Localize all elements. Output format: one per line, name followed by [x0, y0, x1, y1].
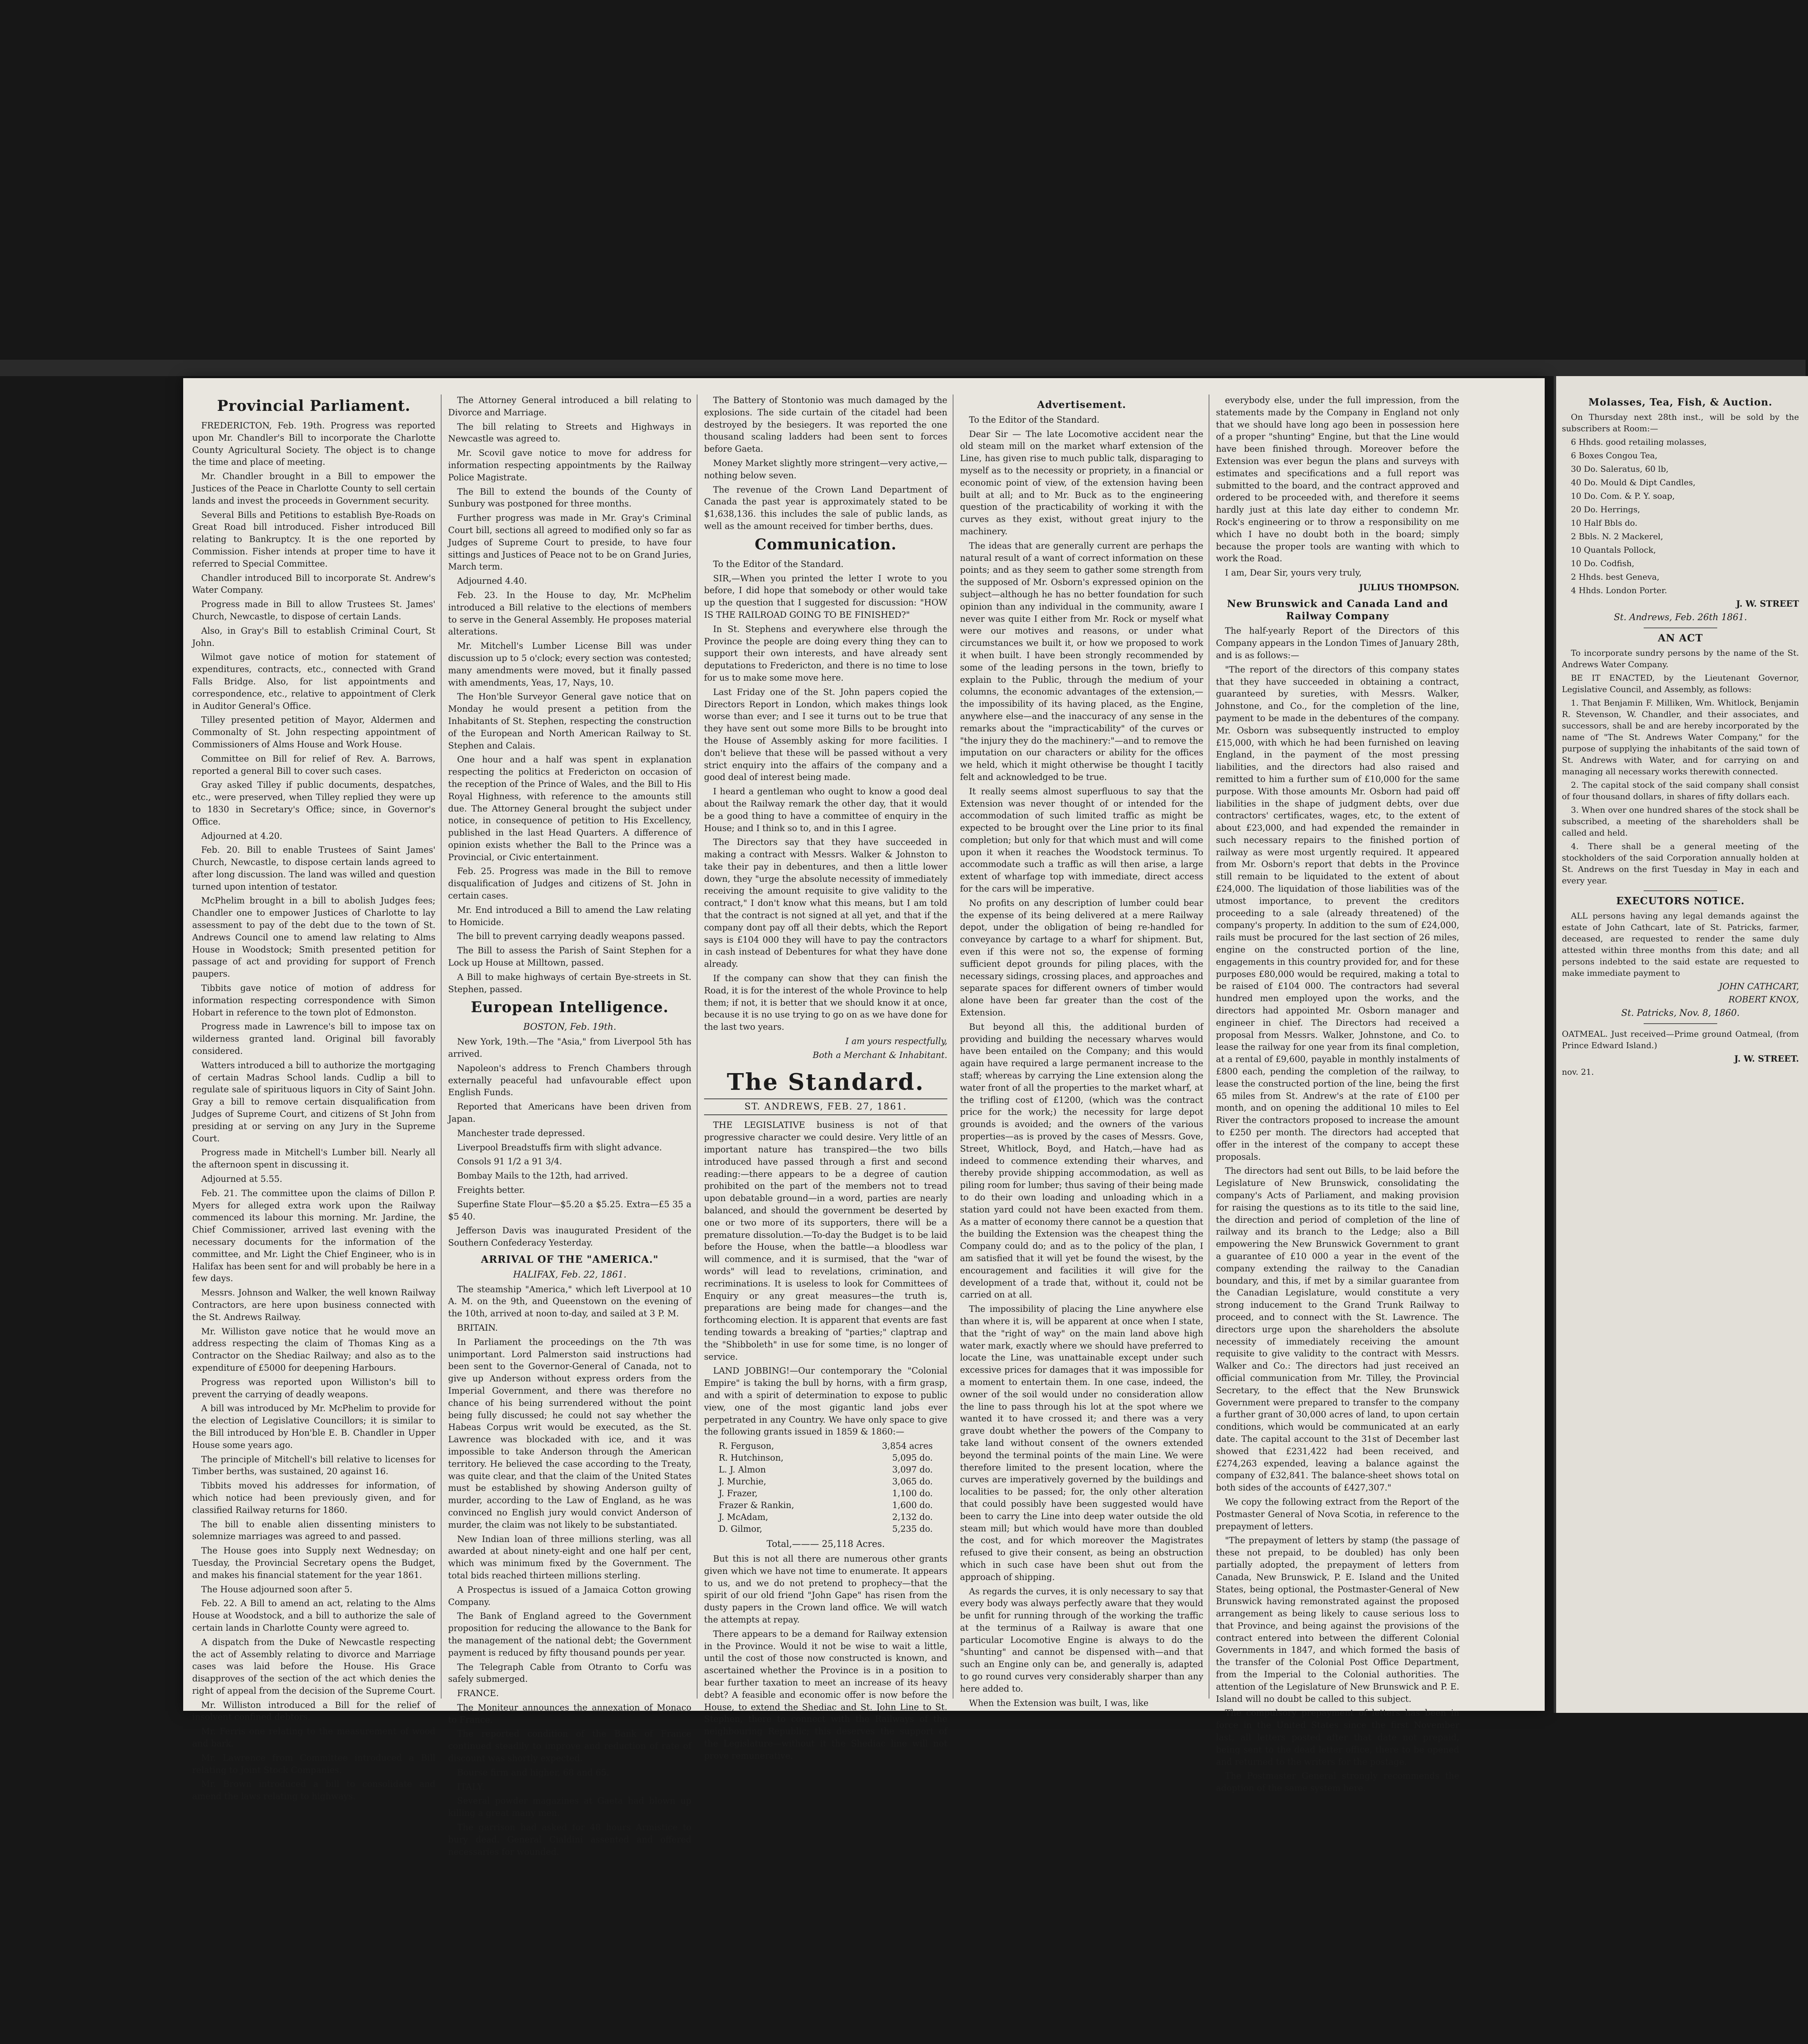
article-paragraph: The Moniteur announces the annexation of Monaco to France. [448, 1702, 691, 1725]
article-paragraph: The principle of Mitchell's bill relative to licenses for Timber berths, was sustained, 20 against 16. [192, 1454, 435, 1477]
dateline-boston: BOSTON, Feb. 19th. [523, 1022, 617, 1033]
letter-paragraph: But beyond all this, the additional burden of providing and building the necessary wharves would have been entailed on the Company; and this would again have required a large permanent increase to the staff; whereas by carrying the Line extension along the water front of all the properties to the market wharf, at the trifling cost of £1200, (which was the contract price for the work;) the necessity for large depot grounds is avoided; and the owners of the various properties—as is proved by the cases of Messrs. Gove, Street, Whitlock, Boyd, and Hatch,—have had as indeed to commence extending their wharves, and thereby provide shipping accommodation, as well as piling room for lumber; thus saving of their being made to do their own loading and unloading which in a station yard could not have been exacted from them. As a matter of economy there cannot be a question that the building the Extension was the cheapest thing the Company could do; and as to the policy of the plan, I am satisfied that it will yet be found the wisest, by the encouragement and facilities it will give for the development of a trade that, without it, could not be carried on at all. [960, 1022, 1203, 1300]
grantee-name: J. McAdam, [718, 1512, 768, 1522]
article-paragraph: The House goes into Supply next Wednesday; on Tuesday, the Provincial Secretary opens the Budget, and makes his financial statement for the year 1861. [192, 1546, 435, 1580]
news-item: Manchester trade depressed. [457, 1128, 585, 1138]
column-1 [192, 394, 435, 1802]
letter-paragraph: To the Editor of the Standard. [969, 415, 1100, 425]
article-paragraph: ITALY. [457, 1782, 485, 1792]
article-paragraph: Mr. Williston gave notice that he would move an address respecting the claim of Thomas King as a Contractor on the Shediac Railway; and also as to the expenditure of £5000 for deepening Harbours. [192, 1326, 435, 1373]
act-body [1562, 647, 1799, 886]
article-paragraph: Chandler introduced Bill to incorporate St. Andrew's Water Company. [192, 573, 435, 595]
news-item: Consols 91 1/2 a 91 3/4. [457, 1156, 562, 1167]
article-paragraph: Further progress was made in Mr. Gray's Criminal Court bill, sections all agreed to modified only so far as Judges of Supreme Court to preside, to have four sittings and Justices of Peace not to be on Grand Juries, March term. [448, 513, 691, 572]
article-paragraph: The Bank of England agreed to the Government proposition for reducing the allowance to the Bank for the management of the national debt; the Government payment is reduced by fifty thousand pounds per year. [448, 1611, 691, 1658]
auction-item: 6 Hhds. good retailing molasses, [1571, 437, 1707, 447]
divider [1644, 890, 1717, 891]
article-paragraph: Feb. 20. Bill to enable Trustees of Saint James' Church, Newcastle, to dispose certain lands agreed to after long discussion. The land was willed and question turned upon intention of testator. [192, 845, 435, 892]
article-paragraph: The Telegraph Cable from Otranto to Corfu was safely submerged. [448, 1662, 691, 1684]
editorial-paragraph: There appears to be a demand for Railway extension in the Province. Would it not be wise to wait a little, until the cost of those now constructed is known, and ascertained whether the Province is in a position to bear further taxation to meet an increase of its heavy debt? A feasible and economic offer is now before the House, to extend the Shediac and St. John Line to St. Stephen, there to connect with the Railways of the neighbouring Republic; this deserves the support of the Legislature—without it the Shediac line will not prove remunerative. [704, 1629, 947, 1761]
divider [1644, 1023, 1717, 1024]
article-paragraph: The revenue of the Crown Land Department of Canada the past year is approximately stated to be $1,638,136. this includes the sale of public lands, as well as the amount received for timber berths, dues. [704, 484, 947, 531]
railway-company-report-body [1216, 625, 1459, 1795]
article-paragraph: Mr. Ferris one relating to the measurement of wood and bark. [192, 1726, 435, 1749]
article-paragraph: Bourse firm and higher, 68 and 65. [457, 1767, 609, 1777]
grantee-name: Frazer & Rankin, [718, 1500, 794, 1511]
land-grants-table [719, 1440, 933, 1535]
article-paragraph: A Prospectus is issued of a Jamaica Cotton growing Company. [448, 1585, 691, 1607]
adjacent-page-edge [1554, 376, 1808, 1713]
editorial-paragraph: LAND JOBBING!—Our contemporary the "Colonial Empire" is taking the bull by horns, with a firm grasp, and with a spirit of determination to expose to public view, one of the most gigantic land jobs ever perpetrated in any Country. We have only space to give the following grants issued in 1859 & 1860:— [704, 1366, 947, 1437]
article-paragraph: Tibbits gave notice of motion of address for information respecting correspondence with Simon Hobart in reference to the town plot of Edmonston. [192, 983, 435, 1018]
news-item: Superfine State Flour—$5.20 a $5.25. Extra—£5 35 a $5 40. [448, 1199, 691, 1221]
letter-paragraph: As regards the curves, it is only necessary to say that every body was always perfectly aware that they would be unfit for running through of the working the traffic at the terminus of a Railway is aware that one particular Locomotive Engine is always to do the "shunting" and cannot be dispensed with—and that such an Engine only can be, and generally is, adapted to go round curves very considerably sharper than any here added to. [960, 1586, 1203, 1694]
land-grants-total: Total,——— 25,118 Acres. [766, 1539, 885, 1550]
article-paragraph: Mr. End introduced a Bill to amend the Law relating to Homicide. [448, 905, 691, 927]
article-paragraph: Wilmot gave notice of motion for statement of expenditures, contracts, etc., connected with Grand Falls Bridge. Also, for list appointments and correspondence, etc., relative to appointment of Clerk in Auditor General's Office. [192, 652, 435, 711]
auction-item: 2 Hhds. best Geneva, [1571, 572, 1660, 582]
column-rule [441, 394, 442, 1699]
letter-signature-thompson: JULIUS THOMPSON. [1359, 582, 1459, 592]
editorial-body-continued [704, 1553, 947, 1762]
letter-paragraph: Last Friday one of the St. John papers copied the Directors Report in London, which makes things look worse than ever; and I see it turns out to be true that they have sent out some more Bills to be brought into the House of Assembly asking for more facilities. I don't believe that these will be passed without a very strict enquiry into the affairs of the company and a good deal of interest being made. [704, 687, 947, 782]
article-paragraph: Tilley presented petition of Mayor, Aldermen and Commonalty of St. John respecting appointment of Commissioners of Alms House and Work House. [192, 715, 435, 749]
column-5 [1216, 394, 1459, 1793]
column-2 [448, 394, 691, 1857]
article-paragraph: FRANCE. [457, 1688, 499, 1699]
grant-acres: 3,854 acres [882, 1441, 933, 1451]
heading-molasses-auction: Molasses, Tea, Fish, & Auction. [1588, 396, 1772, 408]
report-paragraph: "The report of the directors of this company states that they have succeeded in obtaining a contract, guaranteed by sureties, with Messrs. Walker, Johnstone, and Co., for the completion of the line, payment to be made in the debentures of the company. Mr. Osborn was subsequently instructed to employ £15,000, with which he had been furnished on leaving England, in the payment of the most pressing liabilities, and the directors had also raised and remitted to him a further sum of £10,000 for the same purpose. With those amounts Mr. Osborn had paid off liabilities in the shape of judgment debts, over due contractors' certificates, wages, etc, to the extent of about £23,000, and had expended the remainder in such necessary repairs to the finished portion of railway as were most urgently required. It appeared from Mr. Osborn's report that debts in the Province still remain to be liquidated to the extent of about £24,000. The liquidation of those liabilities was of the utmost importance, to prevent the creditors proceeding to a sale (already threatened) of the company's property. In addition to the sum of £24,000, rails must be procured for the last section of 26 miles, engine on the constructed portion of the line, engagements in this country provided for, and for these purposes £80,000 would be required, making a total to be raised of £104 000. The contractors had several hundred men employed upon the works, and the directors had appointed Mr. Osborn manager and engineer in chief. The Directors had received a proposal from Messrs. Walker, Johnstone, and Co. to lease the railway for one year from its final completion, at a rental of £9,600, payable in monthly instalments of £800 each, pending the completion of the railway, to lease the constructed portion of the line, being the first 65 miles from St. Andrew's at the rate of £100 per month, and on opening the additional 10 miles to Eel River the contractors proposed to increase the amount to £250 per month. The directors had accepted that offer in the interest of the company to accept these proposals. [1216, 664, 1459, 1162]
article-paragraph: The steamship "America," which left Liverpool at 10 A. M. on the 9th, and Queenstown on the evening of the 10th, arrived at noon to-day, and sailed at 3 P. M. [448, 1284, 691, 1319]
auction-item: 6 Boxes Congou Tea, [1571, 450, 1658, 460]
article-paragraph: Committee on Bill for relief of Rev. A. Barrows, reported a general Bill to cover such cases. [192, 753, 435, 776]
executors-notice-date: St. Patricks, Nov. 8, 1860. [1621, 1008, 1740, 1018]
auction-signature: J. W. STREET [1736, 598, 1799, 609]
grantee-name: L. J. Almon [718, 1465, 766, 1475]
article-paragraph: The bill to prevent carrying deadly weapons passed. [457, 931, 685, 941]
table-row [719, 1452, 933, 1464]
heading-executors-notice: EXECUTORS NOTICE. [1616, 895, 1745, 907]
letter-paragraph: It really seems almost superfluous to say that the Extension was never thought of or intended for the accommodation of such limited traffic as might be expected to be brought over the Line prior to its final completion; but only for that which must and will come upon it when it reaches the Woodstock terminus. To accommodate such a traffic as will then arise, a large extent of wharfage top with immediate, direct access for the cars will be imperative. [960, 786, 1203, 894]
table-row [719, 1476, 933, 1488]
article-paragraph: Several Bills and Petitions to establish Bye-Roads on Great Road bill introduced. Fisher introduced Bill relating to Bankruptcy. It is the one reported by Commission. Fisher intends at proper time to have it referred to Special Committee. [192, 510, 435, 569]
article-paragraph: The Bill to assess the Parish of Saint Stephen for a Lock up House at Milltown, passed. [448, 946, 691, 968]
executors-notice-body [1562, 910, 1799, 979]
article-paragraph: Mr. Scovil gave notice to move for address for information respecting appointments by the Railway Police Magistrate. [448, 448, 691, 482]
article-paragraph: The bill relating to Streets and Highways in Newcastle was agreed to. [448, 421, 691, 444]
table-row [719, 1464, 933, 1476]
newspaper-masthead: The Standard. [727, 1068, 925, 1096]
column-4 [960, 394, 1203, 1708]
article-paragraph: The Bill to extend the bounds of the County of Sunbury was postponed for three months. [448, 486, 691, 509]
article-paragraph: Mr. Williston introduced a Bill for the relief of insolvent confined debtors. [192, 1700, 435, 1722]
article-paragraph: The Hon'ble Surveyor General gave notice that on Monday he would present a petition from the Inhabitants of St. Stephen, respecting the construction of the European and North American Railway to St. Stephen and Calais. [448, 692, 691, 751]
grant-acres: 1,100 do. [892, 1488, 933, 1499]
news-item: Reported that Americans have been driven from Japan. [448, 1102, 691, 1124]
article-paragraph: A bill was introduced by Mr. McPhelim to provide for the election of Legislative Councillors; it is similar to the Bill introduced by Hon'ble E. B. Chandler in Upper House some years ago. [192, 1403, 435, 1450]
newspaper-page [183, 378, 1545, 1857]
column-2-parliament-continued [448, 394, 691, 995]
table-row [719, 1523, 933, 1535]
act-section: 4. There shall be a general meeting of the stockholders of the said Corporation annually holden at St. Andrews on the first Tuesday in May in each and every year. [1562, 841, 1799, 885]
article-paragraph: Mr. Lawrence from Committee introduced a Bill relating to Joint Stock Companies. [192, 1753, 435, 1775]
article-paragraph: New Indian loan of three millions sterling, was all awarded at about ninety-eight and one half per cent, which was minimum fixed by the Government. The total bids reached thirteen millions sterling. [448, 1534, 691, 1580]
letter-paragraph: In St. Stephens and everywhere else through the Province the people are doing every thing they can to support their own interests, and have already sent deputations to Fredericton, and there is no time to lose for us to make some move here. [704, 624, 947, 683]
grant-acres: 2,132 do. [892, 1512, 933, 1522]
letter-paragraph: The ideas that are generally current are perhaps the natural result of a want of correct information on these points; and as they seem to gather some strength from the supposed of Mr. Osborn's expressed opinion on the subject—although he has no better foundation for such opinion than any individual in the community, aware I never was quite I either from Mr. Rock or myself what were our motives and reasons, or under what circumstances we built it, or how we proposed to work it when built. I have been strongly recommended by some of the leading persons in the town, briefly to explain to the Public, through the medium of your columns, the economic advantages of the extension,—the impossibility of its having placed, as the Engine, anywhere else—and the inaccuracy of any sense in the remarks about the "impracticability" of the curves or "the injury they do the machinery:"—and to remove the imputation on our characters or ability for the offices we held, which it might otherwise be thought I tacitly felt and acknowledged to be true. [960, 540, 1203, 782]
act-section: 2. The capital stock of the said company shall consist of four thousand dollars, in shares of fifty dollars each. [1562, 780, 1799, 801]
table-row [719, 1488, 933, 1499]
scanner-bed-edge [0, 360, 1806, 376]
article-paragraph: BRITAIN. [457, 1322, 498, 1333]
article-paragraph: Tibbits moved his addresses for information, of which notice had been previously given, and for classified Railway returns for 1860. [192, 1481, 435, 1515]
article-paragraph: Adjourned at 4.20. [201, 831, 283, 841]
letter-paragraph: I heard a gentleman who ought to know a good deal about the Railway remark the other day, that it would be a good thing to have a committee of enquiry in the House; and I think so to, and in this I agree. [704, 787, 947, 833]
letter-paragraph: To the Editor of the Standard. [713, 559, 844, 569]
article-paragraph: The bill to enable alien dissenting ministers to solemnize marriages was agreed to and passed. [192, 1519, 435, 1542]
act-section: 3. When over one hundred shares of the stock shall be subscribed, a meeting of the shareholders shall be called and held. [1562, 805, 1799, 838]
report-paragraph: The compulsory prepayment of letters has been in force in the United States since the first November last, all letters posted after that date not prepaid, being sent to the dead letter office, there to be opened and returned to the writers for the postage. [1216, 1708, 1459, 1767]
adjacent-page-column [1562, 392, 1799, 1697]
article-paragraph: Also, in Gray's Bill to establish Criminal Court, St John. [192, 625, 435, 648]
article-paragraph: The reported condition of the Bank of France continued steadily to improve and reduction of rate of discount was shortly expected. [448, 1729, 691, 1764]
article-paragraph: Feb. 25. Progress was made in the Bill to remove disqualification of Judges and citizens of St. John in certain cases. [448, 866, 691, 901]
article-paragraph: One hour and a half was spent in explanation respecting the politics at Fredericton on occasion of the reception of the Prince of Wales, and the Bill to His Royal Highness, with reference to the amounts still due. The Attorney General brought the subject under notice, in consequence of petition to His Excellency, published in the last Head Quarters. A difference of opinion exists whether the Ball to the Prince was a Provincial, or Civic entertainment. [448, 755, 691, 862]
column-3 [704, 394, 947, 1761]
news-item: New York, 19th.—The "Asia," from Liverpool 5th has arrived. [448, 1037, 691, 1059]
letter-paragraph: SIR,—When you printed the letter I wrote to you before, I did hope that somebody or other would take up the question that I suggested for discussion: "HOW IS THE RAILROAD GOING TO BE FINISHED?" [704, 573, 947, 620]
advertisement-letter-continued [1216, 394, 1459, 579]
article-paragraph: Money Market slightly more stringent—very active,—nothing below seven. [704, 458, 947, 480]
article-paragraph: FREDERICTON, Feb. 19th. Progress was reported upon Mr. Chandler's Bill to incorporate the Charlotte County Agricultural Society. The object is to change the time and place of meeting. [192, 421, 435, 467]
article-paragraph: The garrison had asked for 48 hours Armistice to bury dead. General Cialdini assented and offered necessaries for wounded. [448, 1822, 691, 1857]
article-paragraph: In Parliament the proceedings on the 7th was unimportant. Lord Palmerston said instructions had been sent to the Governor-General of Canada, not to give up Anderson without express orders from the Imperial Government, and there was therefore no chance of his being surrendered without the point being fully discussed; he could not say whether the Habeas Corpus writ would be executed, as the St. Lawrence was blockaded with ice, and it was impossible to take Anderson through the American territory. He believed the case according to the Treaty, was quite clear, and that the claim of the United States must be established by showing Anderson guilty of murder, according to the Law of England, as he was convinced no English jury would convict Anderson of murder, the claim was not likely to be substantiated. [448, 1337, 691, 1530]
column-1-body [192, 420, 435, 1803]
section-heading-communication: Communication. [754, 536, 897, 553]
executor-signature-1: JOHN CATHCART, [1719, 982, 1799, 991]
arrival-america-body [448, 1284, 691, 1858]
section-heading-european-intelligence: European Intelligence. [471, 999, 669, 1016]
article-paragraph: Progress made in Mitchell's Lumber bill. Nearly all the afternoon spent in discussing it. [192, 1148, 435, 1170]
european-intelligence-body [448, 1036, 691, 1249]
table-row [719, 1511, 933, 1523]
report-paragraph: The half-yearly Report of the Directors of this Company appears in the London Times of January 28th, and is as follows:— [1216, 626, 1459, 660]
dateline-halifax: HALIFAX, Feb. 22, 1861. [513, 1269, 627, 1280]
article-paragraph: Progress made in Bill to allow Trustees St. James' Church, Newcastle, to dispose of certain Lands. [192, 599, 435, 621]
section-heading-arrival-america: ARRIVAL OF THE "AMERICA." [481, 1253, 659, 1265]
auction-item: 10 Do. Com. & P. Y. soap, [1571, 491, 1675, 501]
article-paragraph: Watters introduced a bill to authorize the mortgaging of certain Madras School lands. Cudlip a bill to regulate sale of spirituous liquors in City of Saint John. Gray a bill to remove certain disqualification from Judges of Supreme Court, and citizens of St John from presiding at or serving on any Jury in the Supreme Court. [192, 1060, 435, 1143]
oatmeal-signature: J. W. STREET. [1734, 1053, 1799, 1064]
auction-item: 4 Hhds. London Porter. [1571, 585, 1667, 595]
notice-paragraph: ALL persons having any legal demands against the estate of John Cathcart, late of St. Patricks, farmer, deceased, are requested to render the same duly attested within three months from this date; and all persons indebted to the said estate are requested to make immediate payment to [1562, 911, 1799, 978]
report-paragraph: The directors had sent out Bills, to be laid before the Legislature of New Brunswick, consolidating the company's Acts of Parliament, and making provision for raising the questions as to its title to the said line, the direction and period of completion of the line of railway and its branch to the Ledge; also a Bill empowering the New Brunswick Government to grant a guarantee of £10 000 a year in the event of the company extending the railway to the Canadian boundary, and this, if met by a similar guarantee from the Canadian Legislature, would constitute a very strong inducement to the Grand Trunk Railway to proceed, and to connect with the St. Lawrence. The directors urge upon the shareholders the absolute necessity of immediately receiving the amount requisite to give validity to the contract with Messrs. Walker and Co.: The directors had just received an official communication from Mr. Tilley, the Provincial Secretary, to the effect that the New Brunswick Government were prepared to transfer to the company a further grant of 30,000 acres of land, to upon certain conditions, which would be communicated at an early date. The capital account to the 31st of December last showed that £231,422 had been received, and £274,263 expended, leaving a balance against the company of £32,841. The balance-sheet shows total on both sides of the accounts of £427,307." [1216, 1166, 1459, 1493]
article-paragraph: Progress made in Lawrence's bill to impose tax on wilderness granted land. Original bill favorably considered. [192, 1022, 435, 1056]
article-paragraph: The Attorney General introduced a bill relating to Divorce and Marriage. [448, 395, 691, 417]
letter-paragraph: everybody else, under the full impression, from the statements made by the Company in England not only that we should have long ago been in possession here of a proper "shunting" Engine, but that the Line would have been finished through. Moreover before the Extension was ever begun the plans and surveys with estimates and specifications and a full report was submitted to the board, and the contract approved and ordered to be proceeded with, and therefore it seems hardly just at this late day either to condemn Mr. Rock's engineering or to throw a responsibility on me which I have no doubt both in the board; simply because the proper tools are wanting with which to work the Road. [1216, 395, 1459, 564]
article-paragraph: Mr. Brown introduced a bill to consolidate and amend the laws relating to highways. [192, 1779, 435, 1802]
auction-item: 40 Do. Mould & Dipt Candles, [1571, 477, 1696, 487]
auction-item: 10 Quantals Pollock, [1571, 545, 1656, 555]
editorial-paragraph: But this is not all there are numerous other grants given which we have not time to enumerate. It appears to us, and we do not pretend to prophecy—that the spirit of our old friend "John Gape" has risen from the dusty papers in the Crown land office. We will watch the attempts at repay. [704, 1553, 947, 1625]
letter-paragraph: Dear Sir — The late Locomotive accident near the old steam mill on the market wharf extension of the Line, has given rise to much public talk, disparaging to myself as to the necessity or propriety, in a financial or economic point of view, of the extension having been built at all; and to Mr. Buck as to the engineering question of the practicability of working it with the curves as they exist, without great injury to the machinery. [960, 429, 1203, 536]
article-paragraph: Mr. Chandler brought in a Bill to empower the Justices of the Peace in Charlotte County to sell certain lands and invest the proceeds in Government security. [192, 471, 435, 506]
auction-item: 10 Do. Codfish, [1571, 558, 1635, 568]
section-heading-railway-company: New Brunswick and Canada Land and Railway Company [1227, 597, 1449, 622]
auction-item: 2 Bbls. N. 2 Mackerel, [1571, 531, 1663, 541]
letter-paragraph: The impossibility of placing the Line anywhere else than where it is, will be apparent at once when I state, that the "right of way" on the main land above high water mark, exactly where we should have preferred to locate the Line, was unattainable except under such excessive prices for damages that it was impossible for a moment to entertain them. In one case, indeed, the owner of the soil would under no consideration allow the line to pass through his lot at the spot where we wanted it to have crossed it; and there was a very grave doubt whether the powers of the Company to take land without consent of the owners extended beyond the terminal points of the main Line. We were therefore limited to the present location, where the curves are imperatively governed by the buildings and localities to be passed; for, the only other alteration that could possibly have been suggested would have been to carry the Line into deep water outside the old steam mill; but which would have more than doubled the cost, and for which moreover the Magistrates refused to give their consent, as being an obstruction which in such case have been shut out from the approach of shipping. [960, 1304, 1203, 1582]
report-paragraph: "The prepayment of letters by stamp (the passage of these not prepaid, to be doubled) has only been partially adopted, the prepayment of letters from Canada, New Brunswick, P. E. Island and the United States, being optional, the Postmaster-General of New Brunswick having remonstrated against the proposed arrangement as being likely to cause serious loss to that Province, and being against the provisions of the contract entered into between the different Colonial Governments in 1847, and which formed the basis of the transfer of the Colonial Post Office Department, from the Imperial to the Colonial authorities. The attention of the Legislature of New Brunswick and P. E. Island will no doubt be called to this subject. [1216, 1535, 1459, 1704]
article-paragraph: Feb. 21. The committee upon the claims of Dillon P. Myers for alleged extra work upon the Railway commenced its labour this morning. Mr. Jardine, the Chief Commissioner, arrived last evening with the necessary documents for the information of the committee, and Mr. Light the Chief Engineer, who is in Halifax has been sent for and will probably be here in a few days. [192, 1188, 435, 1284]
article-paragraph: Mr. Mitchell's Lumber License Bill was under discussion up to 5 o'clock; every section was contested; many amendments were moved, but it finally passed with amendments, Yeas, 17, Nays, 10. [448, 641, 691, 688]
oatmeal-notice: OATMEAL. Just received—Prime ground Oatmeal, (from Prince Edward Island.) [1562, 1029, 1799, 1050]
news-item: Napoleon's address to French Chambers through externally peaceful had unfavourable effect upon English Funds. [448, 1063, 691, 1098]
section-heading-provincial-parliament: Provincial Parliament. [217, 397, 411, 415]
auction-item: On Thursday next 28th inst., will be sold by the subscribers at Room:— [1562, 412, 1799, 433]
column-3-news-continued [704, 394, 947, 533]
table-row [719, 1440, 933, 1452]
article-paragraph: The Battery of Stontonio was much damaged by the explosions. The side curtain of the citadel had been destroyed by the besiegers. It was reported the one thousand scaling ladders had been sent to forces before Gaeta. [704, 395, 947, 454]
advertisement-letter-body [960, 414, 1203, 1710]
grantee-name: R. Hutchinson, [718, 1453, 784, 1463]
masthead-dateline: ST. ANDREWS, FEB. 27, 1861. [704, 1098, 947, 1116]
report-paragraph: The Postmaster General strongly recommends the adoption of the same system here. [1216, 1771, 1459, 1793]
act-section: To incorporate sundry persons by the name of the St. Andrews Water Company. [1562, 648, 1799, 669]
article-paragraph: Gray asked Tilley if public documents, despatches, etc., were preserved, when Tilley replied they were up to 1830 in Secretary's Office; since, in Governor's Office. [192, 780, 435, 827]
article-paragraph: A dispatch from the Duke of Newcastle respecting the act of Assembly relating to divorce and Marriage cases was laid before the House. His Grace disapproves of the section of the act which denies the right of appeal from the decision of the Supreme Court. [192, 1637, 435, 1696]
editorial-body [704, 1119, 947, 1438]
auction-date: St. Andrews, Feb. 26th 1861. [1614, 612, 1747, 623]
grant-acres: 5,095 do. [892, 1453, 933, 1463]
heading-an-act: AN ACT [1658, 632, 1703, 644]
grant-acres: 5,235 do. [892, 1524, 933, 1534]
article-paragraph: Messrs. Johnson and Walker, the well known Railway Contractors, are here upon business connected with the St. Andrews Railway. [192, 1288, 435, 1322]
act-section: BE IT ENACTED, by the Lieutenant Governor, Legislative Council, and Assembly, as follows: [1562, 673, 1799, 694]
auction-list [1562, 411, 1799, 596]
column-rule [697, 394, 698, 1699]
grantee-name: J. Murchie, [718, 1477, 767, 1487]
article-paragraph: Feb. 22. A Bill to amend an act, relating to the Alms House at Woodstock, and a bill to authorize the sale of certain lands in Charlotte County were agreed to. [192, 1598, 435, 1633]
article-paragraph: The House adjourned soon after 5. [201, 1584, 352, 1594]
article-paragraph: Feb. 23. In the House to day, Mr. McPhelim introduced a Bill relative to the elections of members to serve in the General Assembly. He proposes material alterations. [448, 590, 691, 637]
editorial-paragraph: THE LEGISLATIVE business is not of that progressive character we could desire. Very little of an important nature has transpired—the two bills introduced have passed through a first and second reading:—there appears to be a degree of caution prohibited on the part of the members not to tread upon debatable ground—in a word, parties are nearly balanced, and should the government be deserted by one or two more of its supporters, there will be a premature dissolution.—To-day the Budget is to be laid before the House, when the battle—a bloodless war will commence, and it is surmised, that the "war of words" will lead to revelations, crimination, and recriminations. It is useless to look for Committees of Enquiry or any great measures—the truth is, preparations are being made for changes—and the forthcoming election. It is apparent that events are fast tending towards a breaking of "parties;" claptrap and the "Shibboleth" in use for some time, is no longer of service. [704, 1120, 947, 1362]
grantee-name: J. Frazer, [718, 1488, 758, 1499]
grant-acres: 3,065 do. [892, 1477, 933, 1487]
auction-item: 30 Do. Saleratus, 60 lb, [1571, 464, 1669, 474]
letter-closing: I am yours respectfully, [845, 1036, 947, 1047]
executor-signature-2: ROBERT KNOX, [1728, 995, 1799, 1004]
article-paragraph: McPhelim brought in a bill to abolish Judges fees; Chandler one to empower Justices of Charlotte to lay assessment to pay of the debt due to the town of St. Andrews Council one to amend law relating to Alms House in Woodstock; Smith presented petition for passage of act and providing for support of French paupers. [192, 896, 435, 979]
news-item: Freights better. [457, 1185, 525, 1195]
article-paragraph: Adjourned at 5.55. [201, 1174, 283, 1184]
act-section: 1. That Benjamin F. Milliken, Wm. Whitlock, Benjamin R. Stevenson, W. Chandler, and their associates, and successors, shall be and are hereby incorporated by the name of "The St. Andrews Water Company," for the purpose of supplying the inhabitants of the said town of St. Andrews with Water, and for carrying on and managing all necessary works therewith connected. [1562, 698, 1799, 776]
grantee-name: R. Ferguson, [718, 1441, 774, 1451]
article-paragraph: Progress was reported upon Williston's bill to prevent the carrying of deadly weapons. [192, 1377, 435, 1399]
article-paragraph: Adjourned 4.40. [457, 576, 527, 586]
article-paragraph: Several powder magazines at Gaeta had blown up killing a great many men. [448, 1796, 691, 1818]
table-row [719, 1499, 933, 1511]
letter-paragraph: No profits on any description of lumber could bear the expense of its being delivered at a mere Railway depot, under the obligation of being re-handled for conveyance by cartage to a wharf for shipment. But, even if this were not so, the expense of forming sufficient depot grounds for piling places, with the necessary sidings, crossing places, and approaches and separate spaces for different owners of timber would alone have been far greater than the cost of the Extension. [960, 898, 1203, 1018]
news-item: Liverpool Breadstuffs firm with slight advance. [457, 1142, 662, 1152]
grantee-name: D. Gilmor, [718, 1524, 763, 1534]
letter-paragraph: I am, Dear Sir, yours very truly, [1225, 568, 1362, 578]
grant-acres: 1,600 do. [892, 1500, 933, 1511]
letter-paragraph: The Directors say that they have succeeded in making a contract with Messrs. Walker & Johnston to take their pay in debentures, and then a little lower down, they "urge the absolute necessity of immediately receiving the amount requisite to give validity to the contract," I don't know what this means, but I am told that the contract is not signed at all yet, and that if the company dont pay off all their debts, which the Report says is £104 000 they will have to pay the contractors in cash instead of Debentures for what they have done already. [704, 837, 947, 969]
letter-paragraph: When the Extension was built, I was, like [969, 1698, 1149, 1708]
letter-signature: Both a Merchant & Inhabitant. [812, 1050, 947, 1060]
grant-acres: 3,097 do. [892, 1465, 933, 1475]
section-heading-advertisement: Advertisement. [1037, 399, 1126, 410]
letter-paragraph: If the company can show that they can finish the Road, it is for the interest of the whole Province to help them; if not, it is better that we should know it at once, because it is no use trying to go on as we have done for the last two years. [704, 973, 947, 1032]
report-paragraph: We copy the following extract from the Report of the Postmaster General of Nova Scotia, in reference to the prepayment of letters. [1216, 1497, 1459, 1531]
auction-item: 20 Do. Herrings, [1571, 504, 1640, 514]
news-item: Bombay Mails to the 12th, had arrived. [457, 1171, 628, 1181]
auction-item: 10 Half Bbls do. [1571, 518, 1638, 528]
communication-letter-body [704, 558, 947, 1033]
news-item: Jefferson Davis was inaugurated President of the Southern Confederacy Yesterday. [448, 1226, 691, 1248]
article-paragraph: A Bill to make highways of certain Bye-streets in St. Stephen, passed. [448, 972, 691, 994]
oatmeal-date: nov. 21. [1562, 1067, 1594, 1077]
